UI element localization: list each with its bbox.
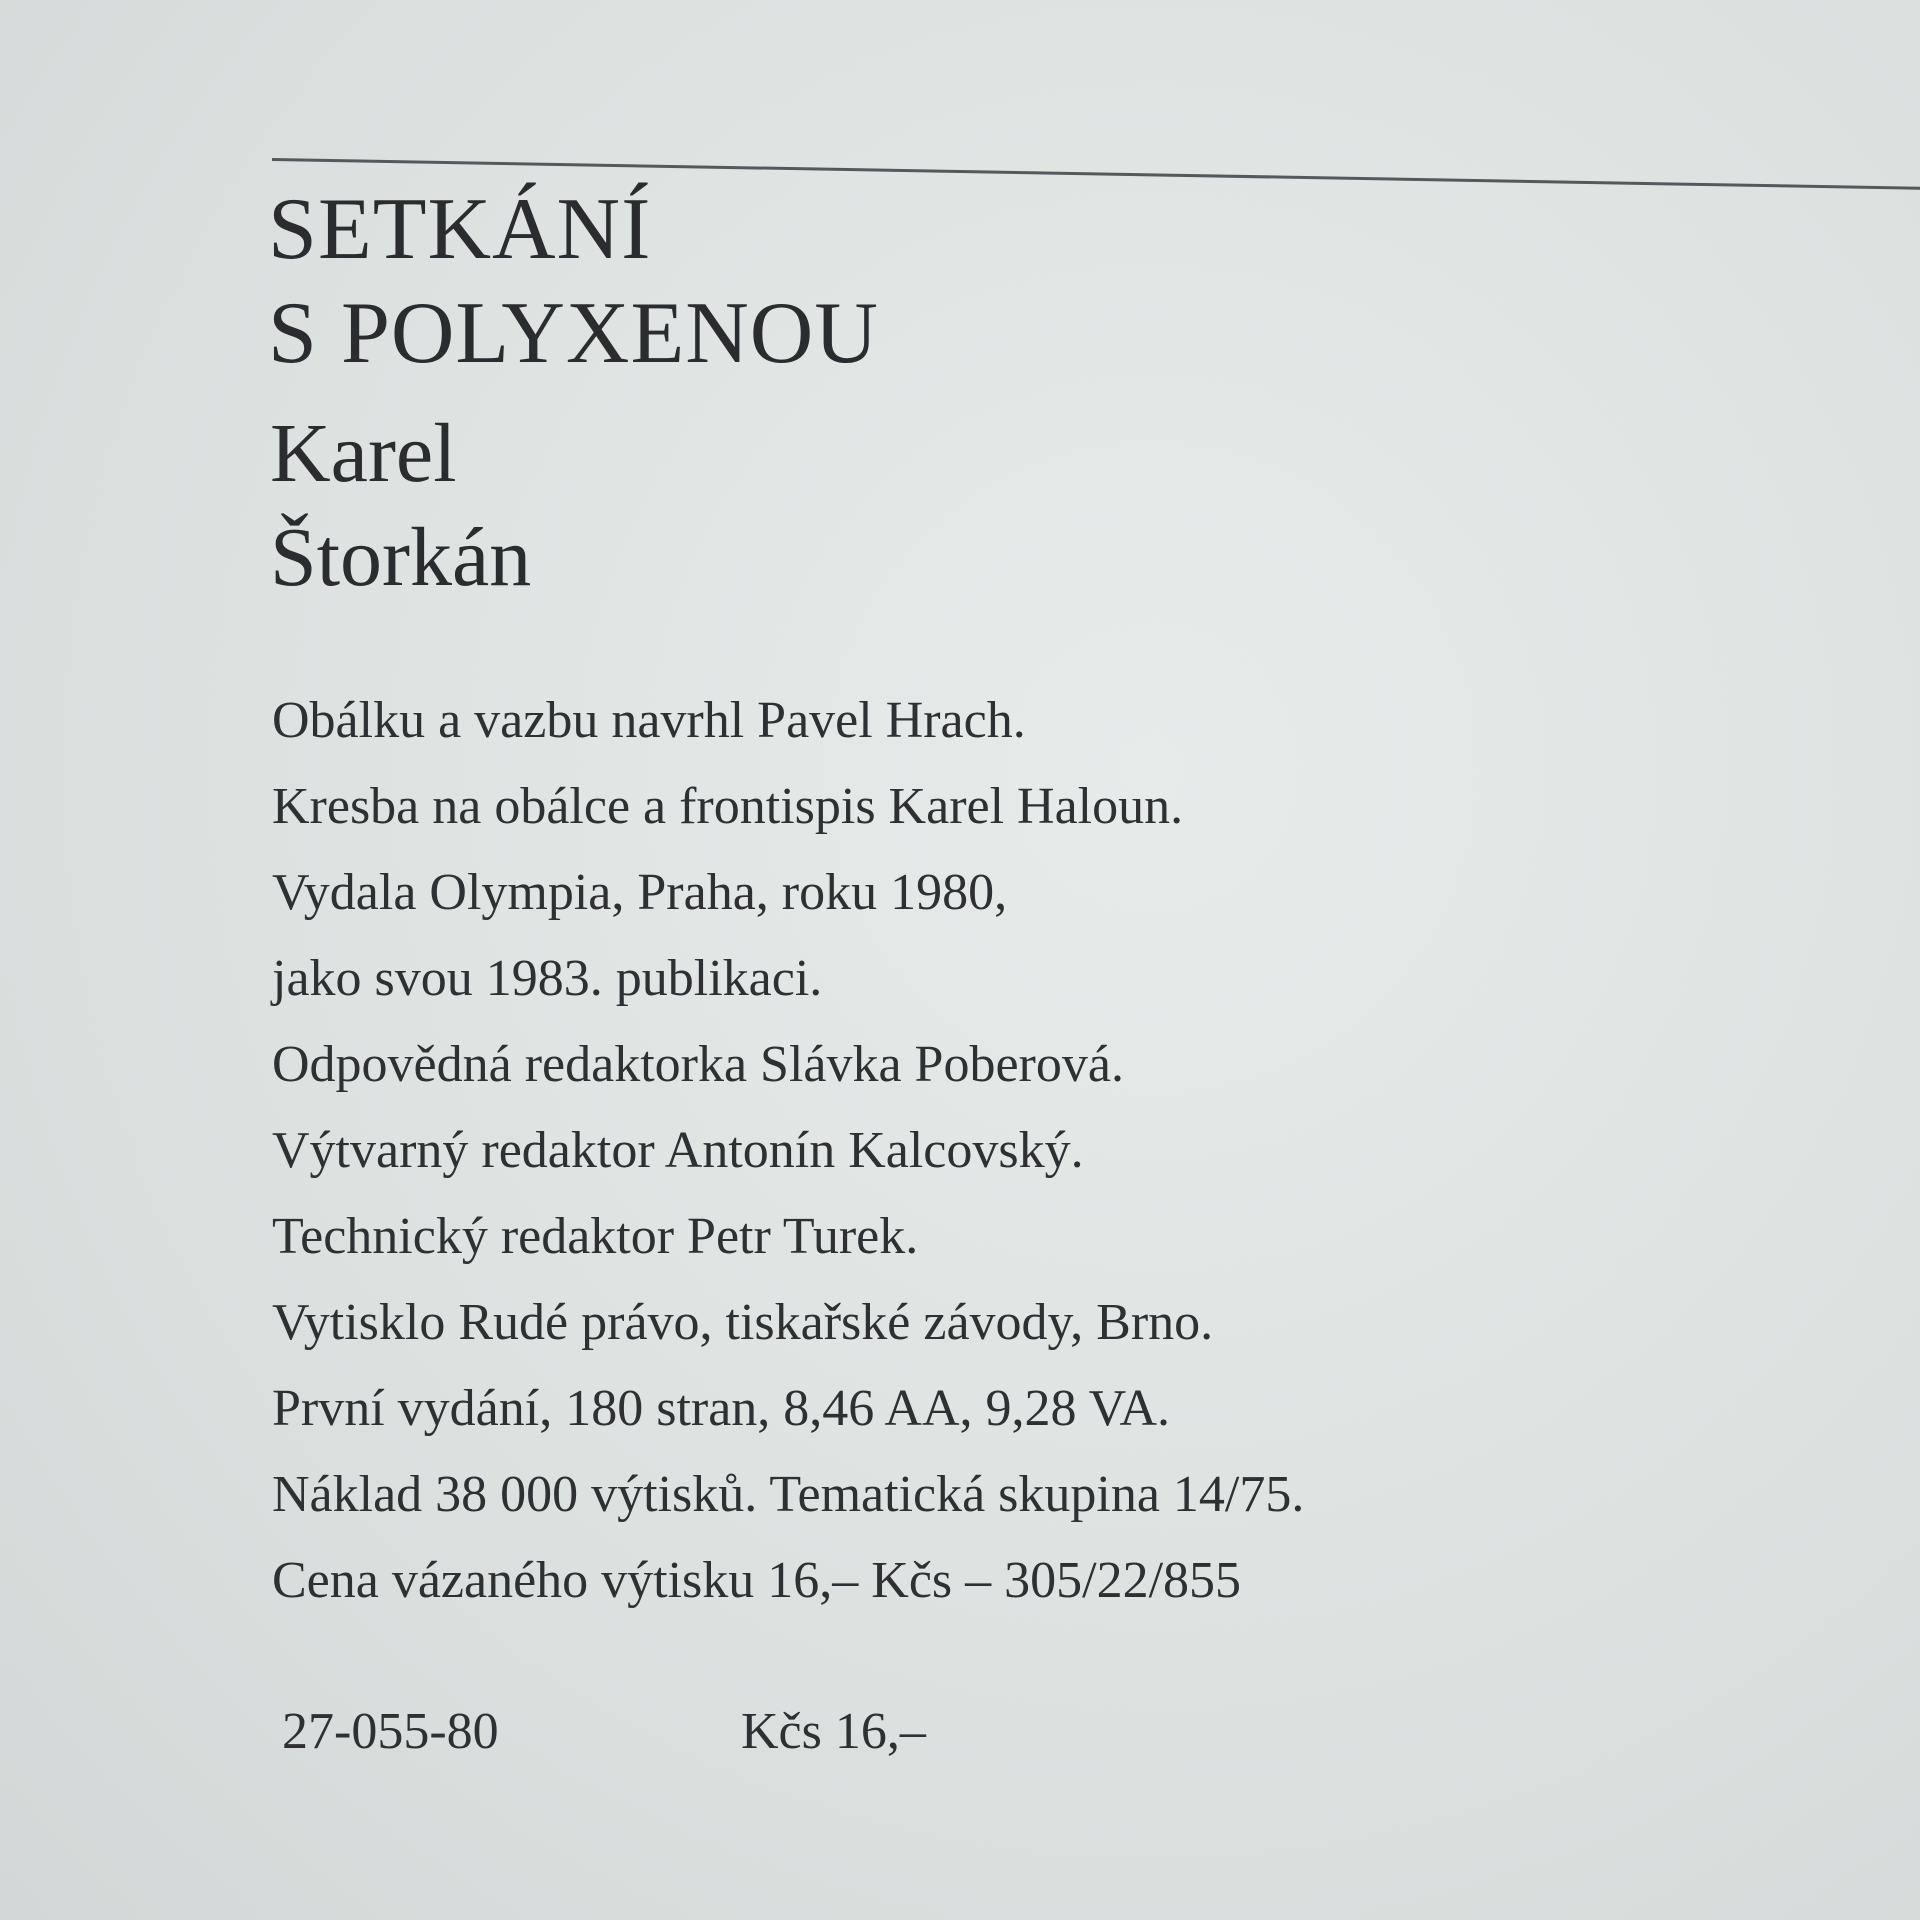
colophon-line: Cena vázaného výtisku 16,– Kčs – 305/22/855 xyxy=(272,1552,1242,1609)
price: Kčs 16,– xyxy=(741,1703,926,1760)
title-line-2: S POLYXENOU xyxy=(268,285,879,382)
author-last-name: Štorkán xyxy=(270,511,532,604)
colophon-line: Obálku a vazbu navrhl Pavel Hrach. xyxy=(272,692,1026,749)
colophon-line: Náklad 38 000 výtisků. Tematická skupina 14/75. xyxy=(272,1466,1305,1523)
colophon-line: Vydala Olympia, Praha, roku 1980, xyxy=(272,864,1008,921)
colophon-line: Odpovědná redaktorka Slávka Poberová. xyxy=(272,1036,1124,1093)
colophon-line: Technický redaktor Petr Turek. xyxy=(272,1208,919,1265)
colophon-line: jako svou 1983. publikaci. xyxy=(272,950,823,1007)
book-title xyxy=(268,178,879,386)
author-first-name: Karel xyxy=(270,407,457,500)
footer xyxy=(282,1700,926,1764)
book-author xyxy=(270,402,531,610)
title-line-1: SETKÁNÍ xyxy=(268,181,652,278)
colophon-line: Výtvarný redaktor Antonín Kalcovský. xyxy=(272,1122,1084,1179)
colophon-text xyxy=(272,678,1304,1624)
colophon-line: Kresba na obálce a frontispis Karel Haloun. xyxy=(272,778,1184,835)
colophon-line: První vydání, 180 stran, 8,46 AA, 9,28 VA. xyxy=(272,1380,1170,1437)
colophon-line: Vytisklo Rudé právo, tiskařské závody, Brno. xyxy=(272,1294,1214,1351)
publication-code: 27-055-80 xyxy=(282,1703,499,1760)
